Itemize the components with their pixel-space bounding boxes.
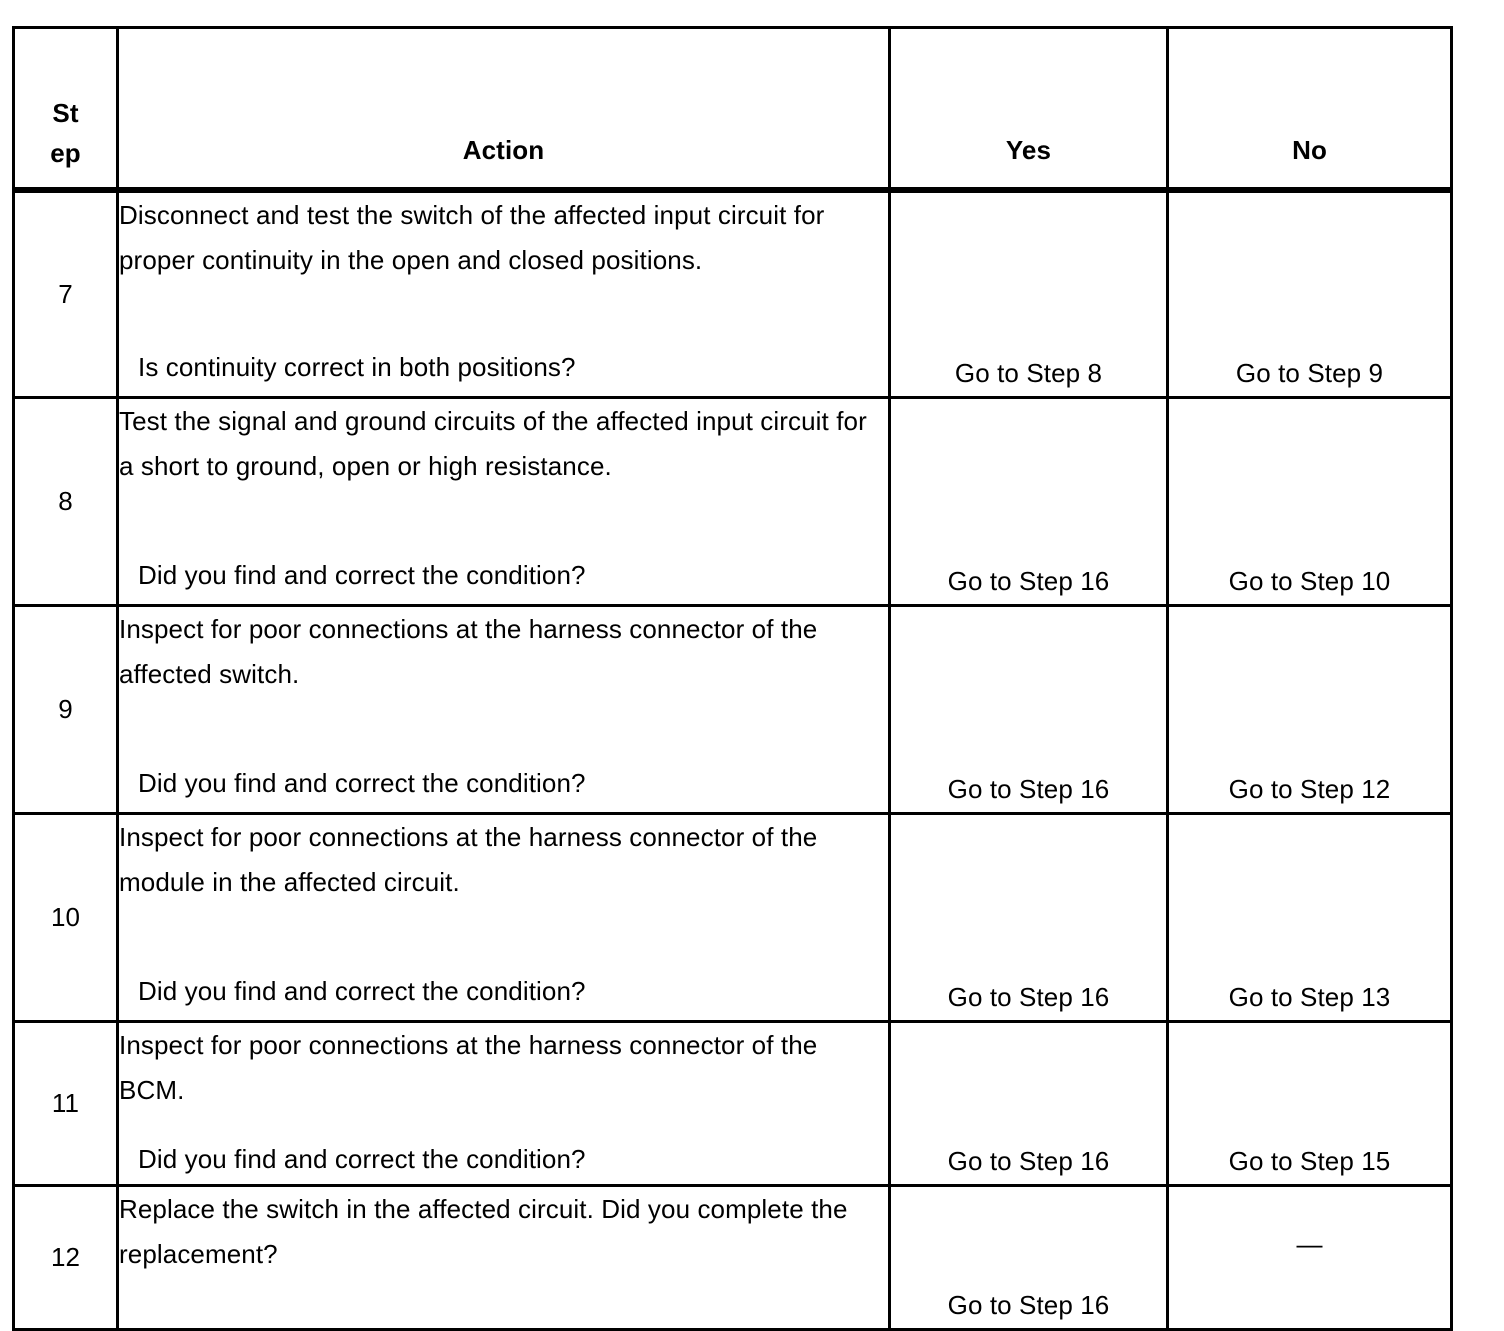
table-header <box>14 28 1452 191</box>
table-row <box>14 1186 1452 1330</box>
no-result: Go to Step 9 <box>1168 190 1452 398</box>
action-cell <box>118 398 890 606</box>
header-step <box>14 28 118 191</box>
action-cell <box>118 1186 890 1330</box>
table-body <box>14 190 1452 1330</box>
header-step-line2: ep <box>50 138 81 168</box>
action-question: Is continuity correct in both positions? <box>138 352 576 382</box>
yes-result: Go to Step 8 <box>890 190 1168 398</box>
diagnostic-table-container <box>12 26 1450 1320</box>
action-description: Disconnect and test the switch of the affected input circuit for proper continuity in the open and closed positions. <box>119 200 825 275</box>
yes-result: Go to Step 16 <box>890 1022 1168 1186</box>
yes-result: Go to Step 16 <box>890 398 1168 606</box>
no-result: Go to Step 15 <box>1168 1022 1452 1186</box>
yes-result: Go to Step 16 <box>890 814 1168 1022</box>
header-action: Action <box>118 28 890 191</box>
step-number: 11 <box>14 1022 118 1186</box>
action-question: Did you find and correct the condition? <box>138 768 586 798</box>
action-cell <box>118 1022 890 1186</box>
no-result: Go to Step 12 <box>1168 606 1452 814</box>
header-step-line1: St <box>52 98 79 128</box>
action-description: Test the signal and ground circuits of the affected input circuit for a short to ground, open or high resistance. <box>119 406 867 481</box>
action-description: Inspect for poor connections at the harness connector of the module in the affected circuit. <box>119 822 818 897</box>
header-yes: Yes <box>890 28 1168 191</box>
yes-result: Go to Step 16 <box>890 606 1168 814</box>
step-number: 9 <box>14 606 118 814</box>
header-no: No <box>1168 28 1452 191</box>
table-row <box>14 606 1452 814</box>
table-row <box>14 1022 1452 1186</box>
header-row <box>14 28 1452 191</box>
action-description: Replace the switch in the affected circuit. Did you complete the replacement? <box>119 1194 848 1269</box>
action-question: Did you find and correct the condition? <box>138 976 586 1006</box>
action-description: Inspect for poor connections at the harness connector of the BCM. <box>119 1030 818 1105</box>
action-question: Did you find and correct the condition? <box>138 560 586 590</box>
step-number: 10 <box>14 814 118 1022</box>
step-number: 12 <box>14 1186 118 1330</box>
diagnostic-steps-table <box>12 26 1453 1331</box>
yes-result: Go to Step 16 <box>890 1186 1168 1330</box>
table-row <box>14 814 1452 1022</box>
no-result: Go to Step 10 <box>1168 398 1452 606</box>
table-row <box>14 398 1452 606</box>
action-cell <box>118 606 890 814</box>
step-number: 8 <box>14 398 118 606</box>
action-cell <box>118 814 890 1022</box>
no-result: Go to Step 13 <box>1168 814 1452 1022</box>
table-row <box>14 190 1452 398</box>
action-question: Did you find and correct the condition? <box>138 1144 586 1174</box>
action-description: Inspect for poor connections at the harness connector of the affected switch. <box>119 614 818 689</box>
action-cell <box>118 190 890 398</box>
no-result: — <box>1168 1186 1452 1330</box>
step-number: 7 <box>14 190 118 398</box>
